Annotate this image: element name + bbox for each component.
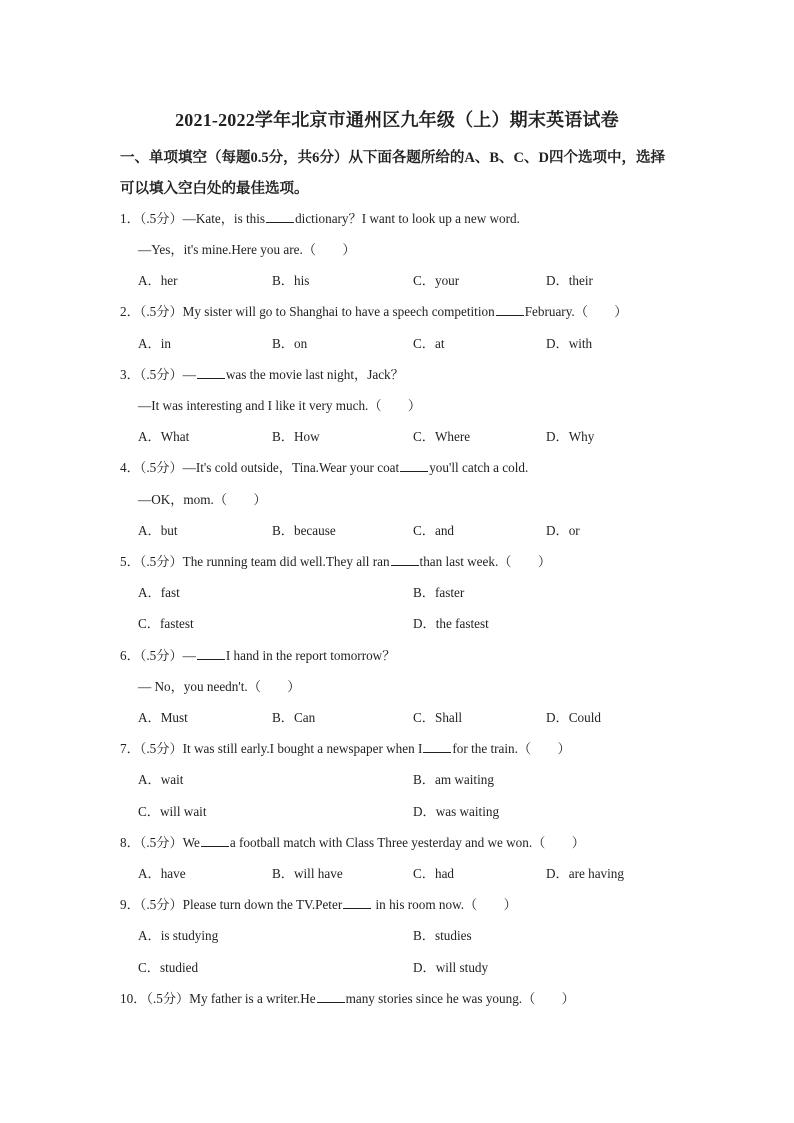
question-number: 5．（.5分） xyxy=(120,554,183,569)
option-c: C．studied xyxy=(138,960,199,975)
answer-blank xyxy=(400,460,428,472)
question-number: 9．（.5分） xyxy=(120,897,183,912)
question-6 xyxy=(120,645,395,664)
question-6-line2: — No，you needn't.（ ） xyxy=(138,679,301,694)
question-10 xyxy=(120,988,575,1007)
option-b: B．studies xyxy=(413,928,472,943)
option-c: C．had xyxy=(413,866,455,881)
question-number: 1．（.5分） xyxy=(120,211,183,226)
question-number: 8．（.5分） xyxy=(120,835,183,850)
question-1-line2: —Yes，it's mine.Here you are.（ ） xyxy=(138,242,356,257)
option-c: C．your xyxy=(413,273,460,288)
section-instruction-line1: 一、单项填空（每题0.5分，共6分）从下面各题所给的A、B、C、D四个选项中，选择 xyxy=(120,150,665,166)
option-b: B．am waiting xyxy=(413,772,494,787)
option-c: C．fastest xyxy=(138,616,194,631)
question-number: 3．（.5分） xyxy=(120,367,183,382)
question-stem-part1: The running team did well.They all ran xyxy=(182,554,390,569)
option-c: C．will wait xyxy=(138,804,207,819)
question-stem-part2: February.（ ） xyxy=(524,304,628,319)
option-b: B．because xyxy=(272,523,336,538)
question-stem-part2: you'll catch a cold. xyxy=(429,460,529,475)
question-1 xyxy=(120,208,520,227)
answer-blank xyxy=(391,554,419,566)
question-4-line2: —OK，mom.（ ） xyxy=(138,492,267,507)
question-stem-part2: was the movie last night，Jack？ xyxy=(225,367,404,382)
question-9 xyxy=(120,894,517,913)
question-2 xyxy=(120,301,627,320)
option-a: A．but xyxy=(138,523,178,538)
answer-blank xyxy=(197,648,225,660)
option-d: D．Could xyxy=(546,710,601,725)
answer-blank xyxy=(496,304,524,316)
question-stem-part1: Please turn down the TV.Peter xyxy=(182,897,343,912)
option-b: B．How xyxy=(272,429,320,444)
answer-blank xyxy=(266,211,294,223)
option-a: A．have xyxy=(138,866,186,881)
question-stem-part2: in his room now.（ ） xyxy=(372,897,517,912)
answer-blank xyxy=(201,835,229,847)
exam-title: 2021-2022学年北京市通州区九年级（上）期末英语试卷 xyxy=(175,110,619,130)
option-c: C．Where xyxy=(413,429,471,444)
option-c: C．at xyxy=(413,336,445,351)
option-d: D．will study xyxy=(413,960,489,975)
option-c: C．and xyxy=(413,523,455,538)
question-5 xyxy=(120,551,551,570)
question-number: 2．（.5分） xyxy=(120,304,183,319)
option-d: D．Why xyxy=(546,429,595,444)
question-stem-part1: It was still early.I bought a newspaper when I xyxy=(182,741,423,756)
option-c: C．Shall xyxy=(413,710,463,725)
option-a: A．fast xyxy=(138,585,180,600)
option-b: B．Can xyxy=(272,710,316,725)
question-8 xyxy=(120,832,585,851)
option-d: D．their xyxy=(546,273,593,288)
question-stem-part1: We xyxy=(182,835,200,850)
question-stem-part2: many stories since he was young.（ ） xyxy=(345,991,575,1006)
section-instruction-line2: 可以填入空白处的最佳选项。 xyxy=(120,181,309,197)
question-stem-part2: for the train.（ ） xyxy=(452,741,571,756)
answer-blank xyxy=(197,367,225,379)
question-7 xyxy=(120,738,571,757)
question-stem-part2: I hand in the report tomorrow？ xyxy=(225,648,396,663)
question-stem-part1: My father is a writer.He xyxy=(189,991,316,1006)
question-4 xyxy=(120,457,528,476)
question-number: 4．（.5分） xyxy=(120,460,183,475)
question-number: 10．（.5分） xyxy=(120,991,190,1006)
option-a: A．Must xyxy=(138,710,188,725)
answer-blank xyxy=(343,897,371,909)
option-b: B．on xyxy=(272,336,308,351)
option-d: D．or xyxy=(546,523,580,538)
question-3 xyxy=(120,364,404,383)
question-stem-part1: My sister will go to Shanghai to have a speech competition xyxy=(182,304,495,319)
option-b: B．will have xyxy=(272,866,343,881)
option-d: D．the fastest xyxy=(413,616,489,631)
option-a: A．in xyxy=(138,336,171,351)
option-a: A．What xyxy=(138,429,190,444)
option-b: B．his xyxy=(272,273,310,288)
question-number: 6．（.5分） xyxy=(120,648,183,663)
question-stem-part1: —Kate，is this xyxy=(182,211,266,226)
question-stem-part2: dictionary？I want to look up a new word. xyxy=(295,211,520,226)
question-stem-part2: a football match with Class Three yesterday and we won.（ ） xyxy=(229,835,585,850)
option-a: A．wait xyxy=(138,772,184,787)
option-d: D．are having xyxy=(546,866,624,881)
option-b: B．faster xyxy=(413,585,465,600)
question-stem-part1: — xyxy=(182,648,196,663)
option-a: A．her xyxy=(138,273,178,288)
question-stem-part1: —It's cold outside，Tina.Wear your coat xyxy=(182,460,400,475)
option-a: A．is studying xyxy=(138,928,219,943)
option-d: D．was waiting xyxy=(413,804,500,819)
question-3-line2: —It was interesting and I like it very much.（ ） xyxy=(138,398,422,413)
answer-blank xyxy=(317,991,345,1003)
question-number: 7．（.5分） xyxy=(120,741,183,756)
question-stem-part1: — xyxy=(182,367,196,382)
question-stem-part2: than last week.（ ） xyxy=(419,554,552,569)
answer-blank xyxy=(423,741,451,753)
option-d: D．with xyxy=(546,336,593,351)
